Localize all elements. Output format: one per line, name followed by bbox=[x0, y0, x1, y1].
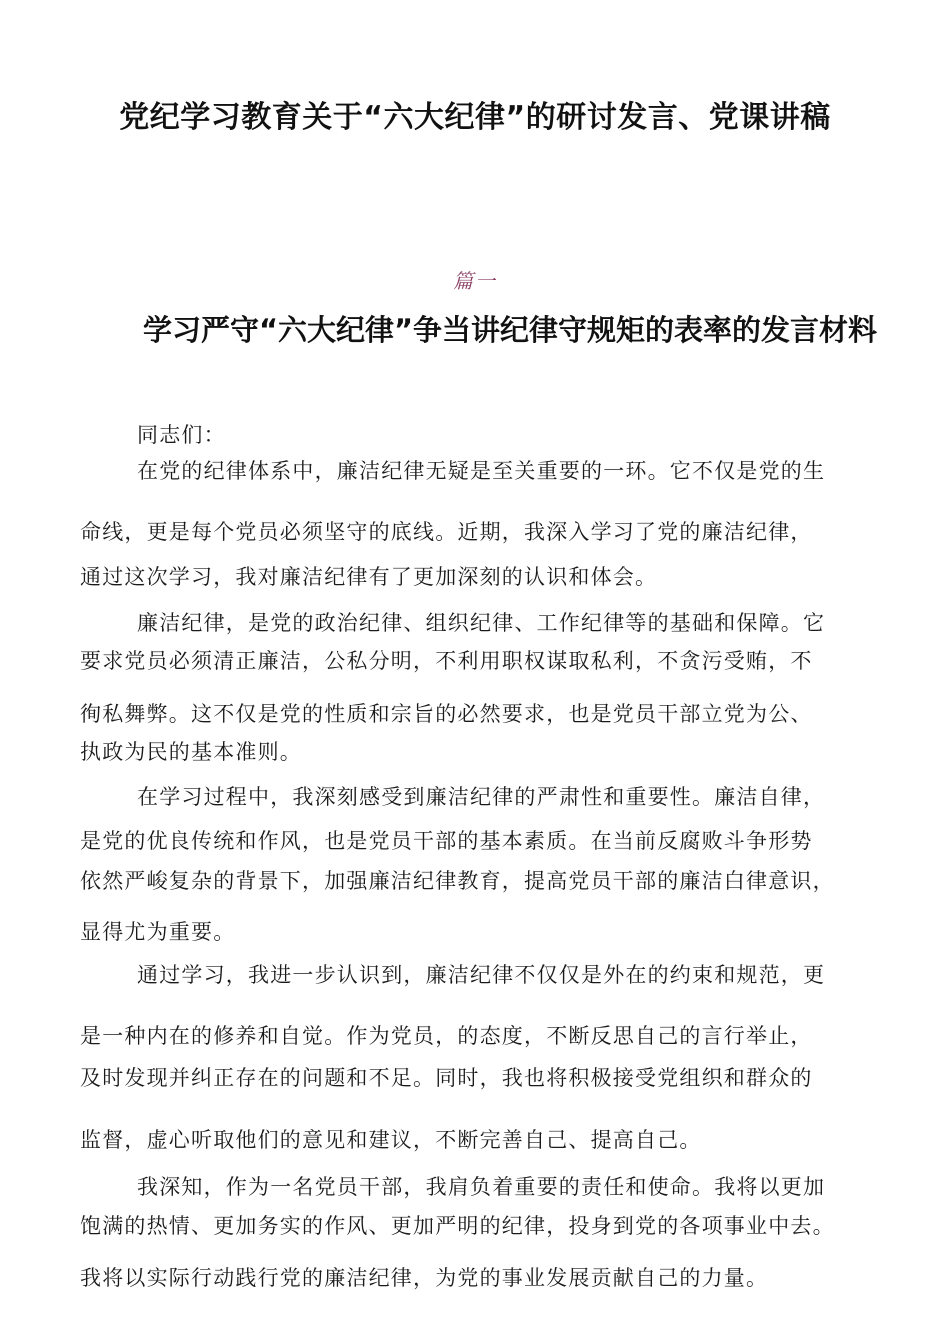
body-line: 我将以实际行动践行党的廉洁纪律，为党的事业发展贡献自己的力量。 bbox=[80, 1266, 769, 1290]
body-line: 徇私舞弊。这不仅是党的性质和宗旨的必然要求，也是党员干部立党为公、 bbox=[80, 702, 813, 726]
body-line: 通过这次学习，我对廉洁纪律有了更加深刻的认识和体会。 bbox=[80, 565, 658, 589]
body-line: 是党的优良传统和作风，也是党员干部的基本素质。在当前反腐败斗争形势 bbox=[80, 829, 813, 853]
body-line: 依然严峻复杂的背景下，加强廉洁纪律教育，提高党员干部的廉洁白律意识， bbox=[80, 869, 835, 893]
body-line: 我深知，作为一名党员干部，我肩负着重要的责任和使命。我将以更加 bbox=[137, 1175, 826, 1199]
body-line: 是一种内在的修养和自觉。作为党员，的态度，不断反思自己的言行举止， bbox=[80, 1024, 813, 1048]
body-line: 及时发现并纠正存在的问题和不足。同时，我也将积极接受党组织和群众的 bbox=[80, 1066, 813, 1090]
document-title: 党纪学习教育关于“六大纪律”的研讨发言、党课讲稿 bbox=[119, 100, 831, 135]
salutation-line: 同志们： bbox=[137, 423, 226, 447]
body-line: 执政为民的基本准则。 bbox=[80, 740, 302, 764]
body-line: 要求党员必须清正廉洁，公私分明，不利用职权谋取私利，不贪污受贿，不 bbox=[80, 649, 813, 673]
body-line: 通过学习，我进一步认识到，廉洁纪律不仅仅是外在的约束和规范，更 bbox=[137, 963, 826, 987]
section-label: 篇一 bbox=[453, 269, 497, 293]
body-line: 监督，虚心听取他们的意见和建议，不断完善自己、提高自己。 bbox=[80, 1128, 702, 1152]
body-line: 廉洁纪律，是党的政治纪律、组织纪律、工作纪律等的基础和保障。它 bbox=[137, 611, 826, 635]
body-line: 在学习过程中，我深刻感受到廉洁纪律的严肃性和重要性。廉洁自律， bbox=[137, 785, 826, 809]
speech-title: 学习严守“六大纪律”争当讲纪律守规矩的表率的发言材料 bbox=[142, 313, 878, 347]
body-line: 命线，更是每个党员必须坚守的底线。近期，我深入学习了党的廉洁纪律， bbox=[80, 520, 813, 544]
body-line: 在党的纪律体系中，廉洁纪律无疑是至关重要的一环。它不仅是党的生 bbox=[137, 459, 826, 483]
body-line: 显得尤为重要。 bbox=[80, 920, 236, 944]
body-line: 饱满的热情、更加务实的作风、更加严明的纪律，投身到党的各项事业中去。 bbox=[80, 1214, 835, 1238]
